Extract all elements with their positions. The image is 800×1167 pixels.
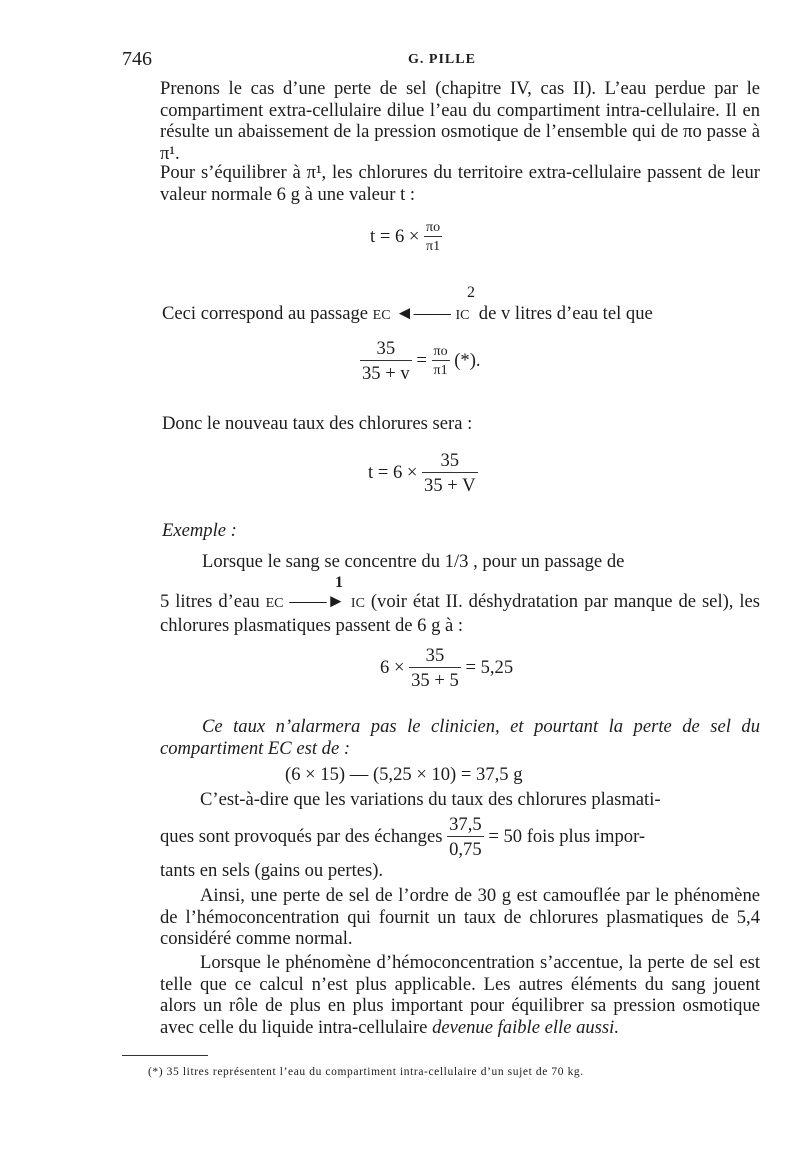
equation-4: 6 × $\frac{35}{35 + 5}$ = 5,25	[380, 645, 514, 691]
fraction: $\frac{35}{35 + 5}$	[411, 645, 459, 691]
paragraph-12: Lorsque le phénomène d’hémoconcentration s’accentue, la perte de sel est telle que ce calcul n’est plus applicable. Les autres éléments du sang jouent alors un rôle de plus en plus important pour équilibrer sa pression osmotique avec celle du liquide intra-cellulaire devenue faible elle aussi.	[160, 952, 760, 1038]
footnote-rule	[122, 1055, 208, 1056]
arrow-label-1: 1	[335, 574, 343, 591]
example-label: Exemple :	[162, 520, 237, 541]
equation-5: (6 × 15) — (5,25 × 10) = 37,5 g	[285, 764, 523, 785]
paragraph-10: tants en sels (gains ou pertes).	[160, 860, 384, 881]
fraction: $\frac{\pi o}{\pi 1}$	[433, 344, 448, 378]
arrow-right-icon: ——►	[289, 591, 345, 612]
paragraph-8: C’est-à-dire que les variations du taux des chlorures plasmati-	[200, 789, 661, 810]
paragraph-2: Pour s’équilibrer à π¹, les chlorures du territoire extra-cellulaire passent de leur valeur normale 6 g à une valeur t :	[160, 162, 760, 205]
arrow-left-icon: ◄——	[395, 303, 451, 324]
fraction: $\frac{37,5}{0,75}$	[449, 814, 482, 860]
fraction: $\frac{35}{35 + v}$	[362, 338, 410, 384]
paragraph-5: Lorsque le sang se concentre du 1/3 , pour un passage de	[202, 551, 625, 572]
arrow-label-2: 2	[467, 284, 475, 301]
page-number: 746	[122, 48, 152, 70]
paragraph-11: Ainsi, une perte de sel de l’ordre de 30 g est camouflée par le phénomène de l’hémoconcentration qui fournit un taux de chlorures plasmatiques de 5,4 considéré comme normal.	[160, 885, 760, 949]
footnote: (*) 35 litres représentent l’eau du compartiment intra-cellulaire d’un sujet de 70 kg.	[148, 1066, 584, 1078]
paragraph-1: Prenons le cas d’une perte de sel (chapitre IV, cas II). L’eau perdue par le compartiment extra-cellulaire dilue l’eau du compartiment intra-cellulaire. Il en résulte un abaissement de la pression osmotique de l’ensemble qui de πo passe à π¹.	[160, 78, 760, 164]
paragraph-4: Donc le nouveau taux des chlorures sera :	[162, 413, 473, 434]
equation-3: t = 6 × $\frac{35}{35 + V}$	[368, 450, 476, 496]
equation-1: t = 6 × $\frac{\pi o}{\pi 1}$	[370, 220, 441, 254]
paragraph-7: Ce taux n’alarmera pas le clinicien, et pourtant la perte de sel du compartiment EC est de :	[160, 716, 760, 759]
fraction: $\frac{\pi o}{\pi 1}$	[426, 220, 441, 254]
paragraph-3: Ceci correspond au passage EC ◄—— IC de v litres d’eau tel que	[162, 303, 653, 324]
equation-2: $\frac{35}{35 + v}$ = $\frac{\pi o}{\pi 1}$ (*).	[362, 338, 481, 384]
fraction: $\frac{35}{35 + V}$	[424, 450, 476, 496]
running-title: G. PILLE	[408, 52, 476, 67]
paragraph-6: 5 litres d’eau EC ——► IC (voir état II. déshydratation par manque de sel), les chlorures plasmatiques passent de 6 g à :	[160, 591, 761, 636]
paragraph-9: ques sont provoqués par des échanges $\frac{37,5}{0,75}$ = 50 fois plus impor-	[160, 814, 646, 860]
